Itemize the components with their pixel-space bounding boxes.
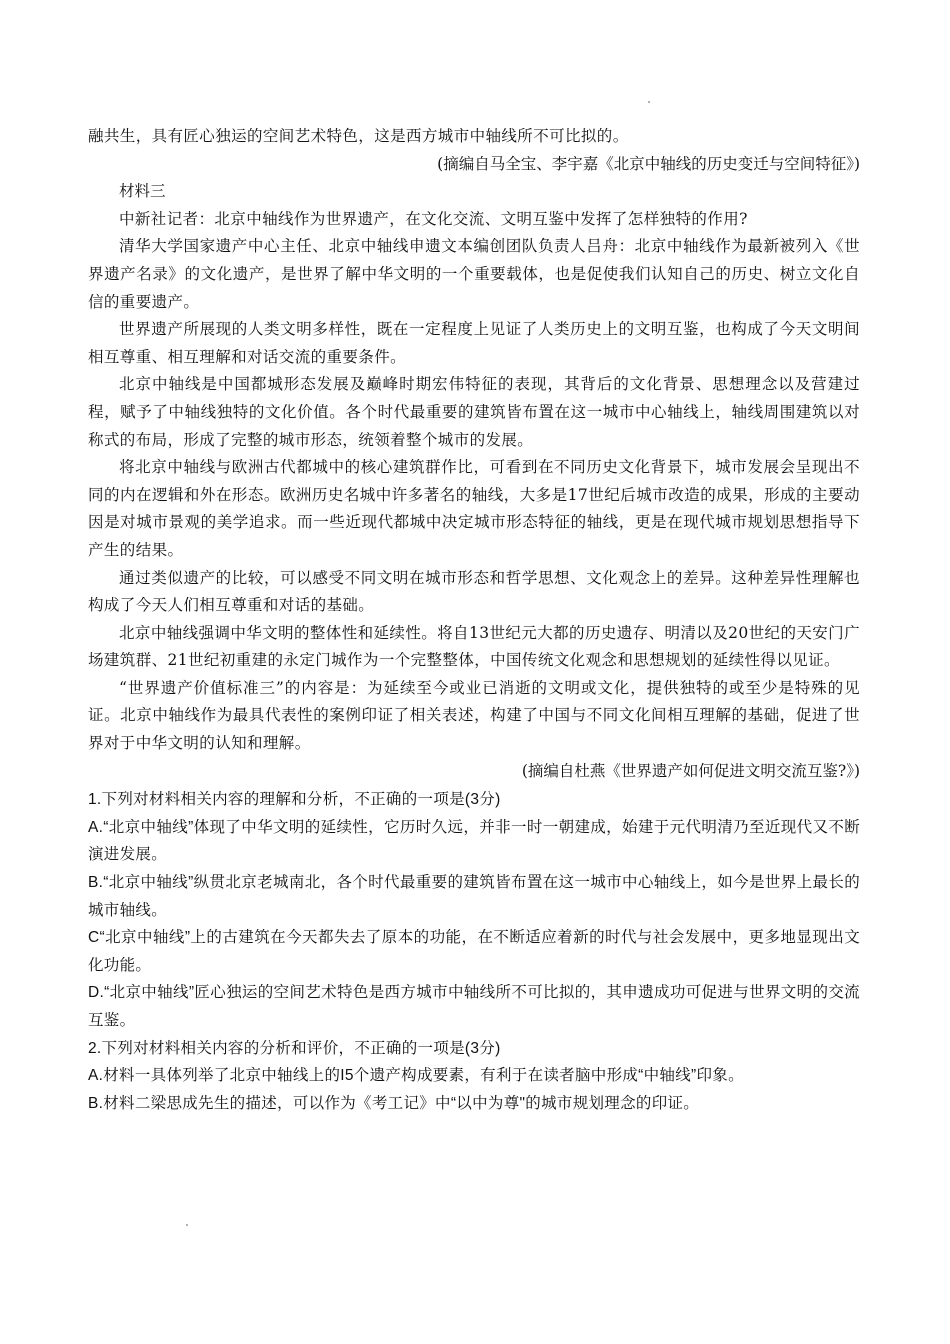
scan-speck <box>648 101 650 103</box>
scan-speck <box>186 1224 188 1226</box>
question-1 <box>88 786 860 1034</box>
passage-paragraph: 清华大学国家遗产中心主任、北京中轴线申遗文本编创团队负责人吕舟：北京中轴线作为最新被列入《世界遗产名录》的文化遗产，是世界了解中华文明的一个重要载体，也是促使我们认知自己的历史、树立文化自信的重要遗产。 <box>88 237 860 311</box>
passage-opening-line: 融共生，具有匠心独运的空间艺术特色，这是西方城市中轴线所不可比拟的。 <box>88 127 629 145</box>
document-body <box>88 123 860 1117</box>
passage-paragraph: 中新社记者：北京中轴线作为世界遗产，在文化交流、文明互鉴中发挥了怎样独特的作用? <box>119 209 748 228</box>
source-citation-material2: (摘编自马全宝、李宇嘉《北京中轴线的历史变迁与空间特征》) <box>437 154 860 173</box>
passage-paragraph: 世界遗产所展现的人类文明多样性，既在一定程度上见证了人类历史上的文明互鉴，也构成了今天文明间相互尊重、相互理解和对话交流的重要条件。 <box>88 320 860 366</box>
passage-paragraph: “世界遗产价值标准三”的内容是：为延续至今或业已消逝的文明或文化，提供独特的或至少是特殊的见证。北京中轴线作为最具代表性的案例印证了相关表述，构建了中国与不同文化间相互理解的基础，促进了世界对于中华文明的认知和理解。 <box>88 678 860 753</box>
question-stem: 1.下列对材料相关内容的理解和分析，不正确的一项是(3分) <box>88 791 501 809</box>
answer-option-a: A.材料一具体列举了北京中轴线上的I5个遗产构成要素，有利于在读者脑中形成“中轴线”印象。 <box>88 1067 744 1085</box>
material3-heading: 材料三 <box>119 182 166 201</box>
question-2 <box>88 1035 860 1118</box>
passage-paragraph: 北京中轴线强调中华文明的整体性和延续性。将自13世纪元大都的历史遗存、明清以及20世纪的天安门广场建筑群、21世纪初重建的永定门城作为一个完整整体，中国传统文化观念和思想规划的延续性得以见证。 <box>88 623 860 670</box>
passage-paragraph: 通过类似遗产的比较，可以感受不同文明在城市形态和哲学思想、文化观念上的差异。这种差异性理解也构成了今天人们相互尊重和对话的基础。 <box>88 568 860 615</box>
question-stem: 2.下列对材料相关内容的分析和评价，不正确的一项是(3分) <box>88 1039 501 1057</box>
answer-option-b: B.“北京中轴线”纵贯北京老城南北，各个时代最重要的建筑皆布置在这一城市中心轴线上，如今是世界上最长的城市轴线。 <box>88 874 860 919</box>
passage-paragraph: 将北京中轴线与欧洲古代都城中的核心建筑群作比，可看到在不同历史文化背景下，城市发展会呈现出不同的内在逻辑和外在形态。欧洲历史名城中许多著名的轴线，大多是17世纪后城市改造的成果，形成的主要动因是对城市景观的美学追求。而一些近现代都城中决定城市形态特征的轴线，更是在现代城市规划思想指导下产生的结果。 <box>88 458 860 559</box>
answer-option-b: B.材料二梁思成先生的描述，可以作为《考工记》中“以中为尊"的城市规划理念的印证。 <box>88 1094 700 1112</box>
passage-paragraph: 北京中轴线是中国都城形态发展及巅峰时期宏伟特征的表现，其背后的文化背景、思想理念以及营建过程，赋予了中轴线独特的文化价值。各个时代最重要的建筑皆布置在这一城市中心轴线上，轴线周围建筑以对称式的布局，形成了完整的城市形态，统领着整个城市的发展。 <box>88 375 860 449</box>
answer-option-d: D.“北京中轴线”匠心独运的空间艺术特色是西方城市中轴线所不可比拟的，其申遗成功可促进与世界文明的交流互鉴。 <box>88 984 860 1029</box>
source-citation-material3: (摘编自杜燕《世界遗产如何促进文明交流互鉴?》) <box>521 761 860 780</box>
answer-option-c: C“北京中轴线”上的古建筑在今天都失去了原本的功能，在不断适应着新的时代与社会发展中，更多地显现出文化功能。 <box>88 929 860 974</box>
answer-option-a: A.“北京中轴线”体现了中华文明的延续性，它历时久远，并非一时一朝建成，始建于元代明清乃至近现代又不断演进发展。 <box>88 818 860 864</box>
